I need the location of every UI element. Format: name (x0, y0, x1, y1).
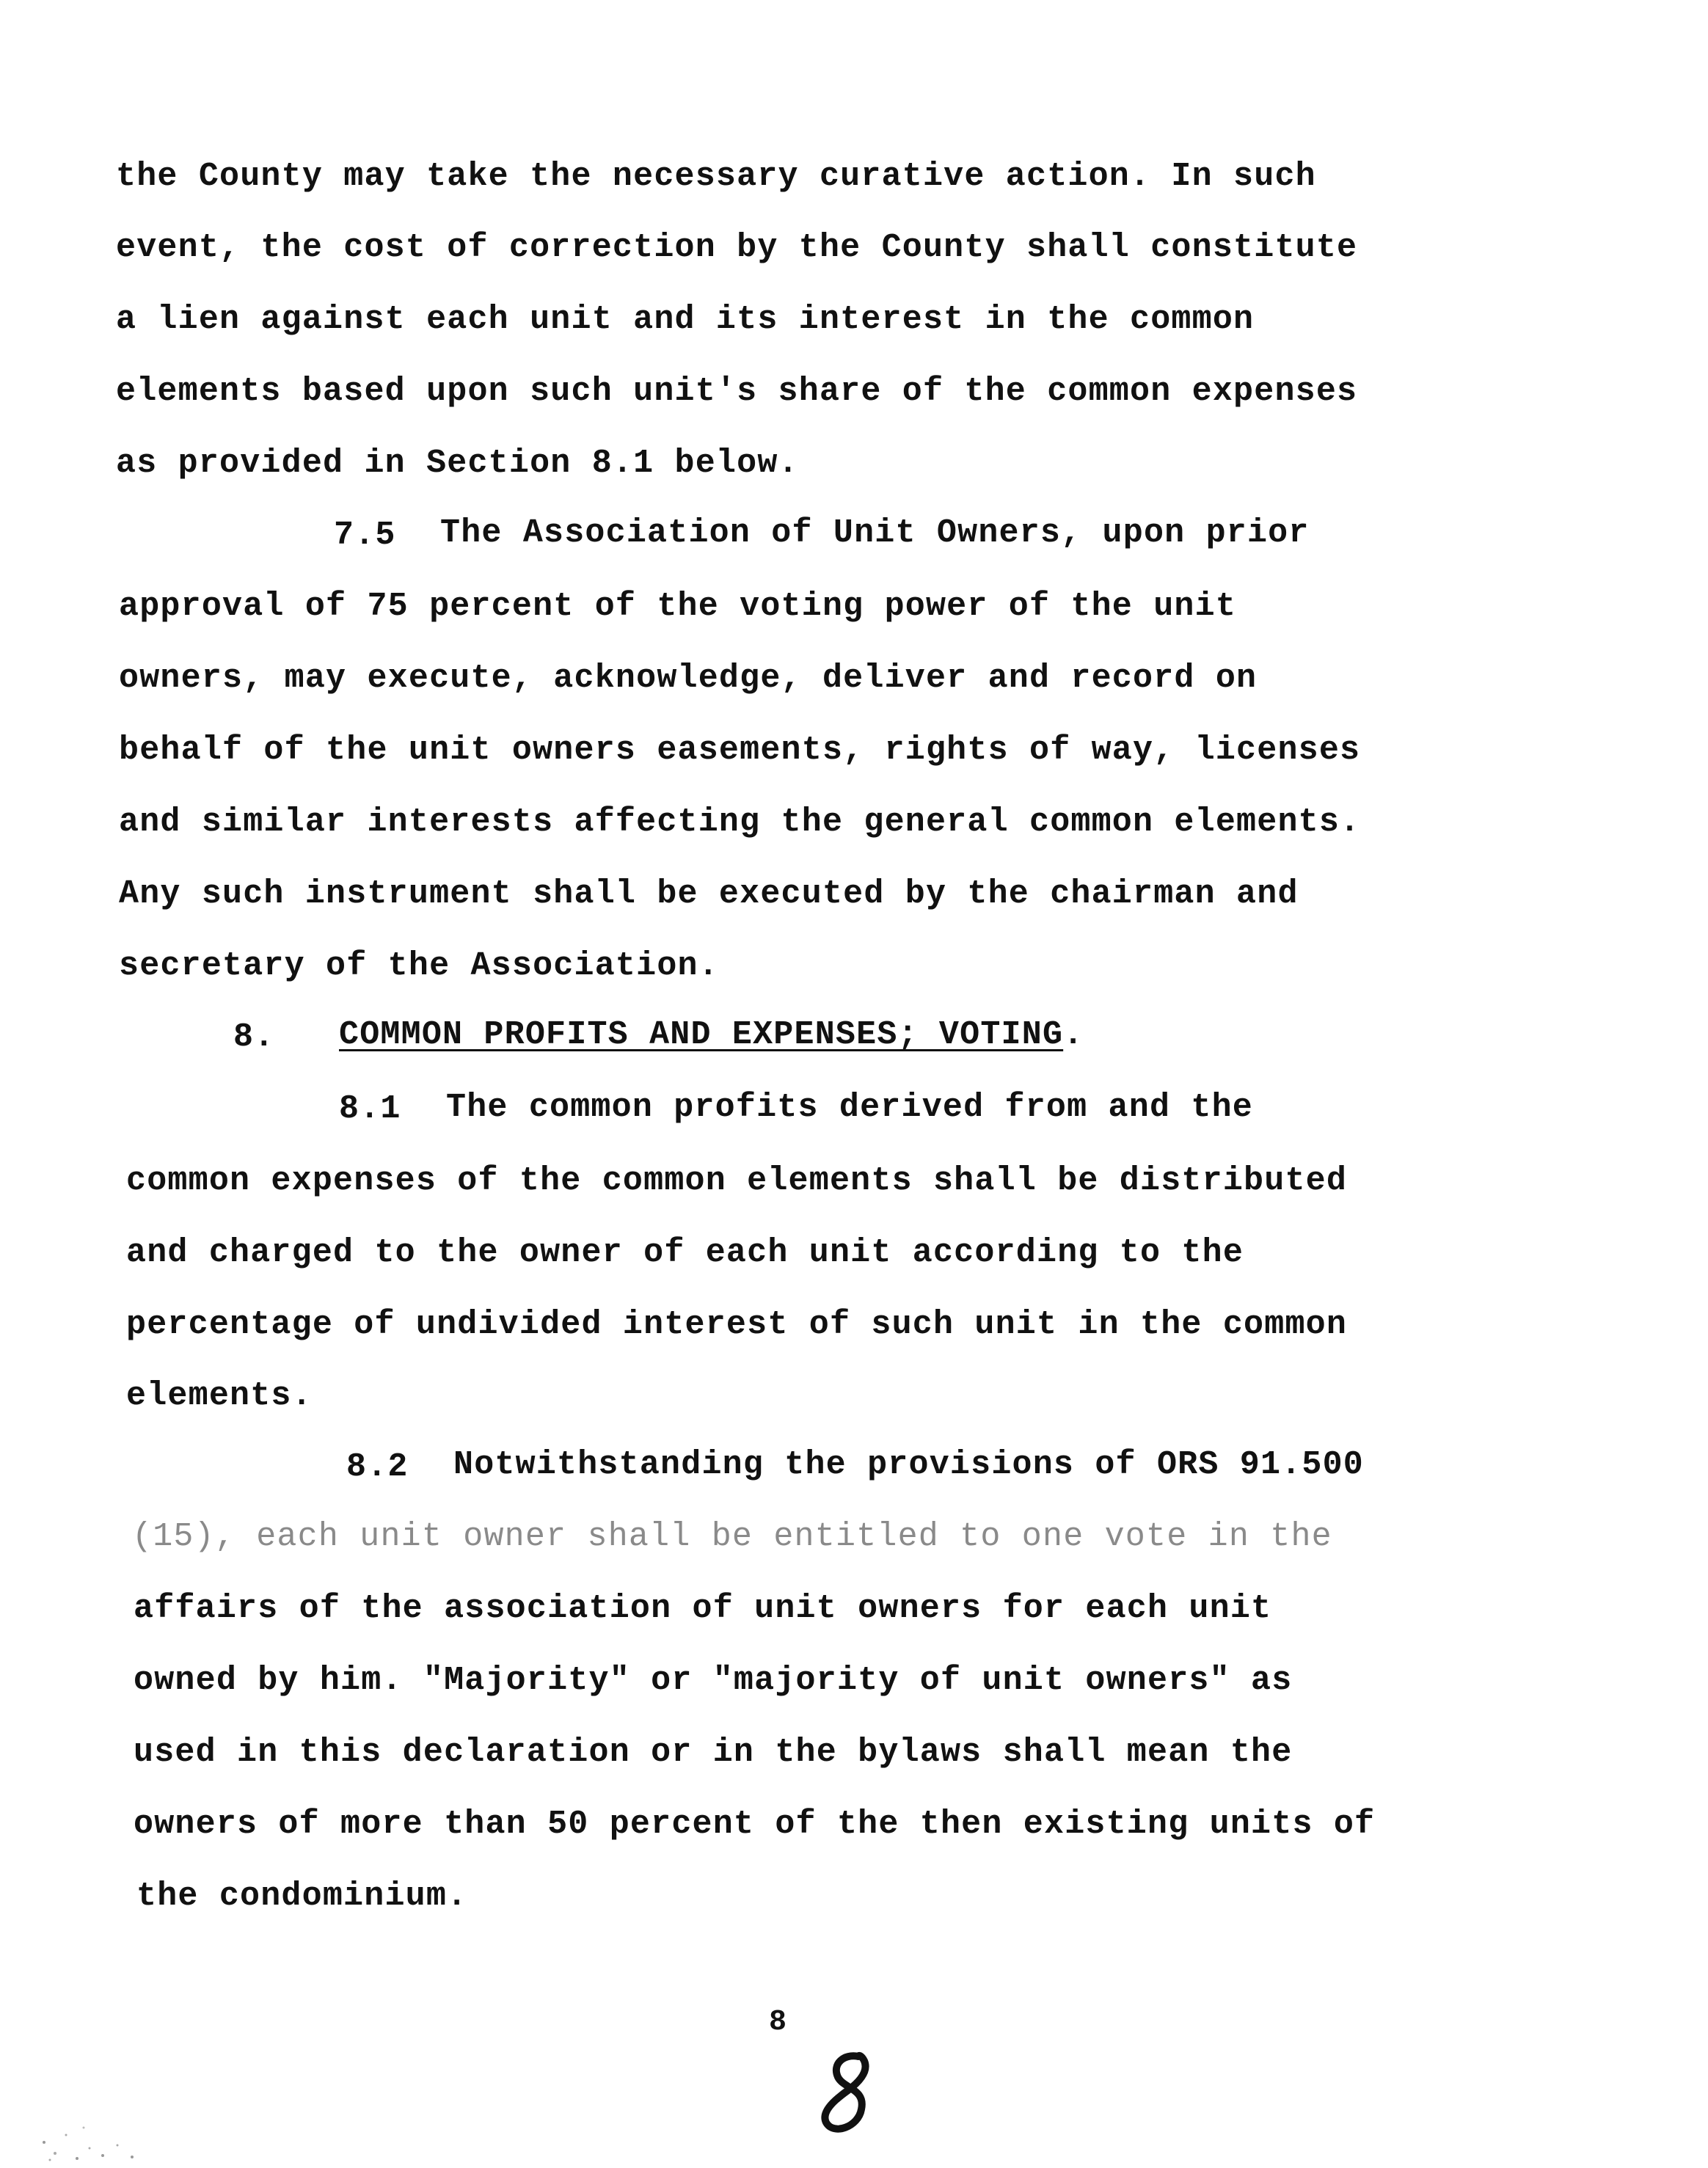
section-heading-period: . (1063, 1016, 1084, 1054)
body-line: owners of more than 50 percent of the then existing units of (134, 1806, 1376, 1843)
section-8-2-first-line: Notwithstanding the provisions of ORS 91.500 (453, 1446, 1364, 1483)
body-line: Any such instrument shall be executed by the chairman and (119, 875, 1299, 913)
body-line: secretary of the Association. (119, 947, 719, 985)
handwritten-page-number (816, 2051, 882, 2146)
body-line: percentage of undivided interest of such unit in the common (126, 1306, 1348, 1343)
body-line: elements. (126, 1377, 313, 1415)
body-line: and charged to the owner of each unit according to the (126, 1234, 1244, 1271)
body-line: owners, may execute, acknowledge, deliver and record on (119, 660, 1258, 697)
body-line: and similar interests affecting the general common elements. (119, 803, 1361, 841)
body-line: a lien against each unit and its interest in the common (116, 301, 1255, 338)
body-line: the condominium. (136, 1877, 468, 1915)
body-line: event, the cost of correction by the County shall constitute (116, 229, 1358, 266)
body-line: as provided in Section 8.1 below. (116, 445, 799, 482)
body-line: elements based upon such unit's share of the common expenses (116, 373, 1358, 410)
section-number-8: 8. (233, 1018, 275, 1056)
body-line: approval of 75 percent of the voting power of the unit (119, 588, 1237, 625)
section-7-5-first-line: The Association of Unit Owners, upon prior (440, 514, 1310, 552)
faded-body-line: (15), each unit owner shall be entitled to one vote in the (132, 1518, 1332, 1555)
section-number-7-5: 7.5 (334, 517, 396, 554)
page-number: 8 (769, 2006, 787, 2039)
section-heading-title: COMMON PROFITS AND EXPENSES; VOTING (339, 1016, 1064, 1054)
section-number-8-1: 8.1 (339, 1090, 401, 1128)
body-line: affairs of the association of unit owners for each unit (134, 1590, 1272, 1627)
body-line: the County may take the necessary curative action. In such (116, 158, 1316, 195)
section-number-8-2: 8.2 (346, 1448, 409, 1486)
scan-specks (37, 2113, 147, 2164)
body-line: owned by him. "Majority" or "majority of unit owners" as (134, 1662, 1293, 1699)
section-heading (339, 1016, 1084, 1054)
section-8-1-first-line: The common profits derived from and the (446, 1089, 1253, 1126)
body-line: common expenses of the common elements shall be distributed (126, 1162, 1348, 1200)
body-line: used in this declaration or in the bylaws shall mean the (134, 1734, 1293, 1771)
body-line: behalf of the unit owners easements, rights of way, licenses (119, 731, 1361, 769)
